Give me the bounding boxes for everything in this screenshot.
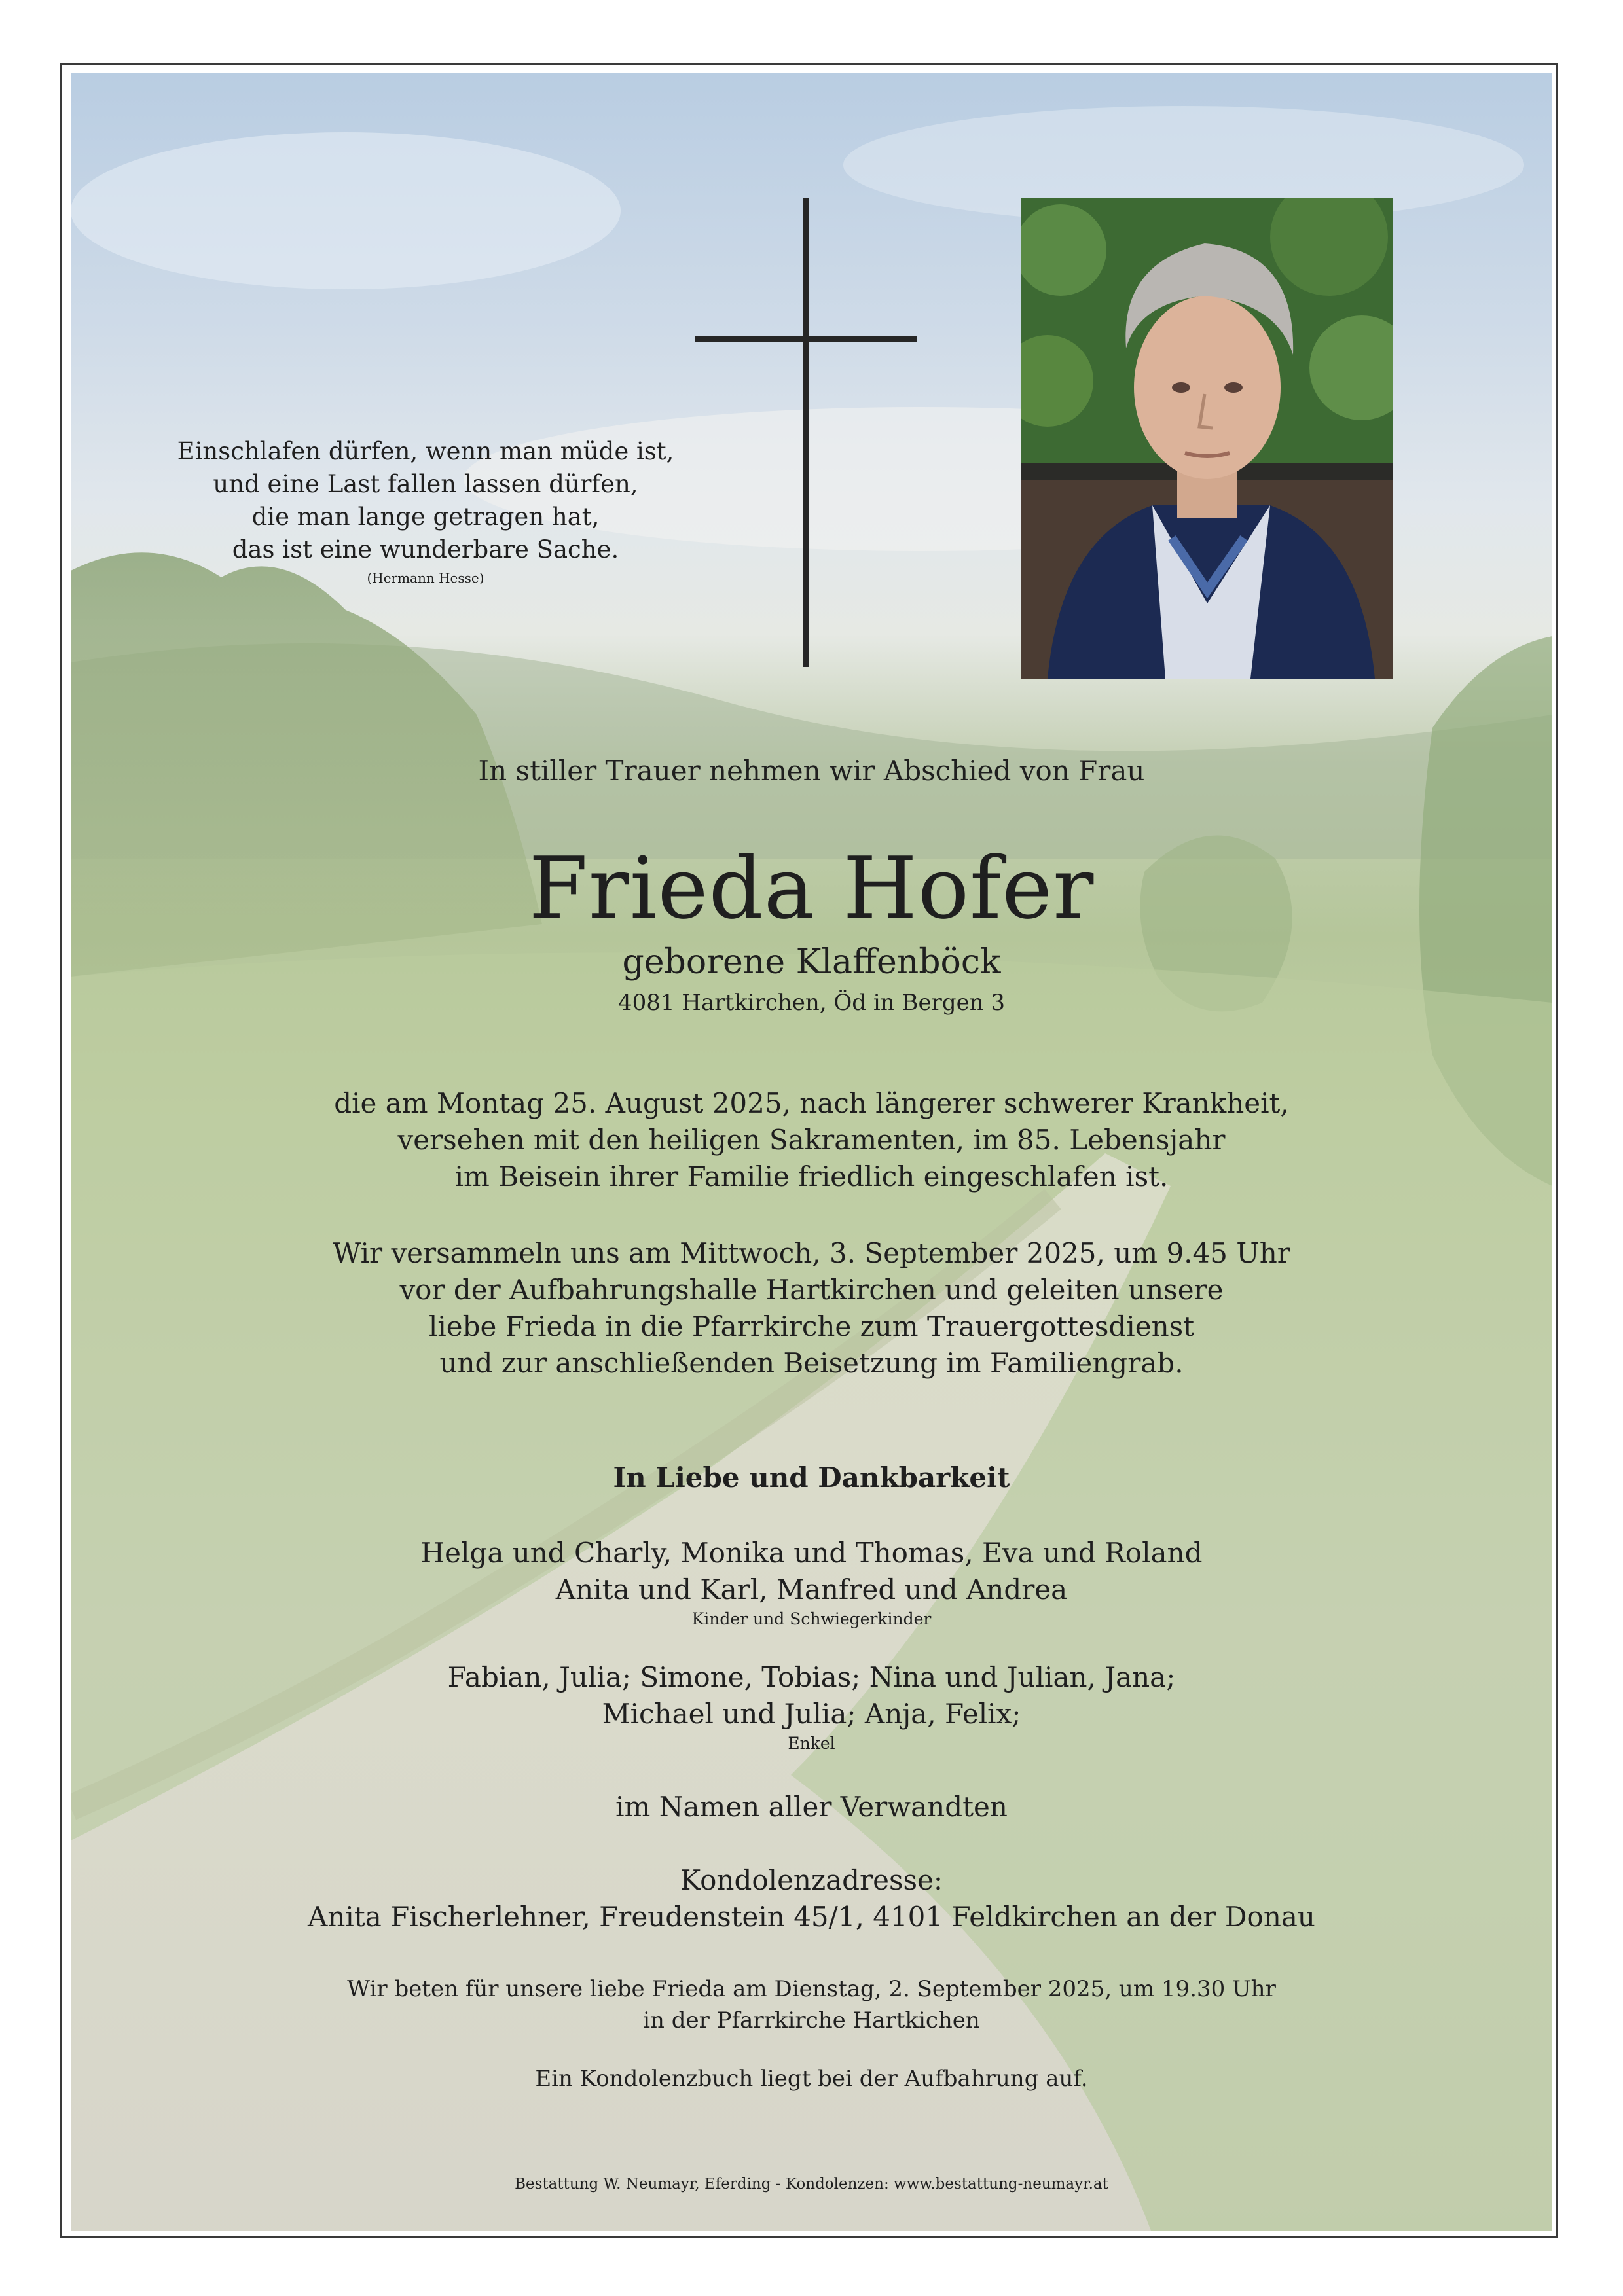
funeral-line: liebe Frieda in die Pfarrkirche zum Trauergottesdienst bbox=[428, 1310, 1195, 1342]
grandchildren-line: Michael und Julia; Anja, Felix; bbox=[602, 1698, 1021, 1730]
children-line: Anita und Karl, Manfred und Andrea bbox=[555, 1573, 1068, 1605]
condolence-heading: Kondolenzadresse: bbox=[680, 1864, 943, 1896]
quote-line: das ist eine wunderbare Sache. bbox=[232, 535, 619, 564]
quote-author: (Hermann Hesse) bbox=[367, 570, 484, 586]
death-notice-line: im Beisein ihrer Familie friedlich eingeschlafen ist. bbox=[454, 1160, 1169, 1193]
prayer-line: Wir beten für unsere liebe Frieda am Dienstag, 2. September 2025, um 19.30 Uhr bbox=[347, 1976, 1276, 2002]
grandchildren-block bbox=[71, 1659, 1552, 1755]
relatives-text: im Namen aller Verwandten bbox=[615, 1791, 1008, 1823]
funeral-line: und zur anschließenden Beisetzung im Familiengrab. bbox=[439, 1347, 1184, 1379]
birth-name: geborene Klaffenböck bbox=[622, 942, 1001, 982]
gratitude-heading: In Liebe und Dankbarkeit bbox=[613, 1462, 1010, 1494]
grandchildren-label: Enkel bbox=[788, 1734, 835, 1753]
cross-icon-bar bbox=[695, 336, 917, 342]
quote-line: und eine Last fallen lassen dürfen, bbox=[213, 470, 638, 498]
condolence-block bbox=[71, 1862, 1552, 1935]
children-label: Kinder und Schwiegerkinder bbox=[691, 1609, 932, 1628]
death-notice bbox=[71, 1085, 1552, 1195]
children-block bbox=[71, 1535, 1552, 1630]
death-notice-line: versehen mit den heiligen Sakramenten, im 85. Lebensjahr bbox=[397, 1124, 1226, 1156]
condolence-address: Anita Fischerlehner, Freudenstein 45/1, 4101 Feldkirchen an der Donau bbox=[308, 1901, 1315, 1933]
children-line: Helga und Charly, Monika und Thomas, Eva und Roland bbox=[420, 1537, 1203, 1569]
funeral-line: Wir versammeln uns am Mittwoch, 3. September 2025, um 9.45 Uhr bbox=[333, 1237, 1290, 1269]
footer-text: Bestattung W. Neumayr, Eferding - Kondolenzen: www.bestattung-neumayr.at bbox=[515, 2176, 1108, 2193]
grandchildren-line: Fabian, Julia; Simone, Tobias; Nina und Julian, Jana; bbox=[447, 1661, 1176, 1693]
funeral-notice bbox=[71, 1235, 1552, 1382]
death-notice-line: die am Montag 25. August 2025, nach längerer schwerer Krankheit, bbox=[334, 1087, 1289, 1119]
quote-block bbox=[118, 435, 733, 587]
condolence-book-text: Ein Kondolenzbuch liegt bei der Aufbahrung auf. bbox=[535, 2066, 1088, 2092]
intro-text: In stiller Trauer nehmen wir Abschied von Frau bbox=[478, 755, 1145, 787]
cross-icon bbox=[803, 198, 809, 667]
prayer-line: in der Pfarrkirche Hartkichen bbox=[643, 2007, 980, 2034]
quote-line: die man lange getragen hat, bbox=[251, 503, 600, 531]
deceased-name: Frieda Hofer bbox=[528, 838, 1095, 938]
funeral-line: vor der Aufbahrungshalle Hartkirchen und geleiten unsere bbox=[399, 1274, 1224, 1306]
quote-line: Einschlafen dürfen, wenn man müde ist, bbox=[177, 437, 674, 465]
portrait-photo bbox=[1021, 198, 1393, 679]
prayer-block bbox=[71, 1973, 1552, 2036]
deceased-address: 4081 Hartkirchen, Öd in Bergen 3 bbox=[617, 990, 1006, 1016]
